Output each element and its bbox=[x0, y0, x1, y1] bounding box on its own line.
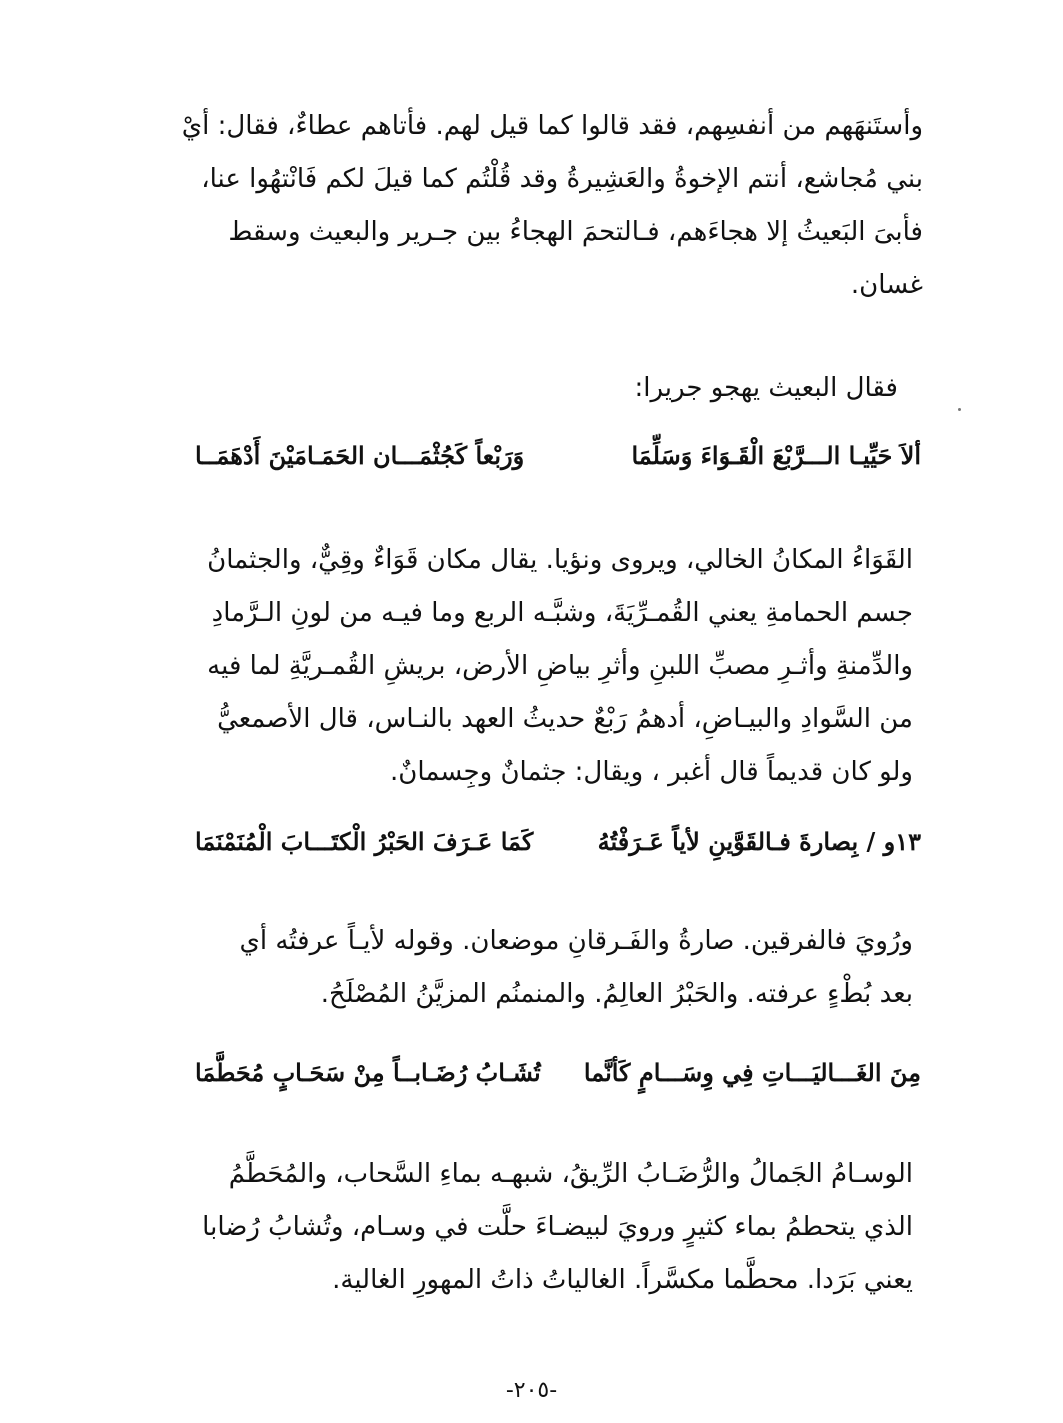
verse-second-hemistich: كَمَا عَـرَفَ الحَبْرُ الْكتَـــابَ الْمُنَمْنَمَا bbox=[195, 827, 534, 856]
poem-verse-3 bbox=[195, 1053, 921, 1093]
text-line: وأستَنهَهم من أنفسِهم، فقد قالوا كما قيل لهم. فأتاهم عطاءٌ، فقال: أيْ bbox=[181, 111, 923, 141]
text-line: الذي يتحطمُ بماء كثيرٍ ورويَ لبيضـاءَ حلَّت في وسـام، وتُشابُ رُضابا bbox=[202, 1212, 913, 1242]
text-line: ولو كان قديماً قال أغبر ، ويقال: جثمانٌ وجِسمانٌ. bbox=[390, 757, 913, 787]
verse-first-hemistich: مِنَ الغَـــاليَـــاتِ فِي وِسَـــامٍ كَأنَّما bbox=[583, 1058, 921, 1087]
text-line: يعني بَرَدا. محطَّما مكسَّراً. الغالياتُ ذاتُ المهورِ الغالية. bbox=[332, 1265, 913, 1295]
intro-paragraph bbox=[181, 100, 923, 312]
text-line: والدِّمنةِ وأثـرِ مصبِّ اللبنِ وأثرِ بياضِ الأرض، بريشِ القُمـريَّةِ لما فيه bbox=[207, 651, 913, 681]
verse-first-hemistich: ١٣و / بِصارةَ فـالقَوَّينِ لأياً عَـرَفْتُهُ bbox=[597, 827, 921, 856]
verse-second-hemistich: تُشَـابُ رُضَـابــاً مِنْ سَحَـابٍ مُحَطَّمَا bbox=[195, 1058, 541, 1087]
text-line: بني مُجاشع، أنتم الإخوةُ والعَشِيرةُ وقد قُلْتُم كما قيلَ لكم فَانْتهُوا عنا، bbox=[201, 164, 923, 194]
text-line: غسان. bbox=[850, 270, 923, 300]
text-line: بعد بُطْءٍ عرفته. والحَبْرُ العالِمُ. والمنمنُم المزيَّنُ المُصْلَحُ. bbox=[320, 979, 913, 1009]
commentary-paragraph-3 bbox=[193, 1148, 913, 1307]
commentary-paragraph-1 bbox=[193, 534, 913, 799]
page-number: -٢٠٥- bbox=[505, 1378, 558, 1403]
text-line: الوسـامُ الجَمالُ والرُّضَـابُ الرِّيقُ، شبهـه بماءِ السَّحاب، والمُحَطَّمُ bbox=[228, 1159, 913, 1189]
text-line: جسم الحمامةِ يعني القُمـرِّيَةَ، وشبَّـه الربع وما فيـه من لونِ الـرَّمادِ bbox=[211, 598, 913, 628]
poem-verse-1 bbox=[195, 436, 921, 476]
poem-intro bbox=[193, 362, 898, 415]
verse-first-hemistich: ألاَ حَيِّيـا الـــرَّبْعَ الْقَـوَاءَ وَسَلِّمَا bbox=[631, 441, 921, 470]
text-line: من السَّوادِ والبيـاضِ، أدهمُ رَبْعٌ حديثُ العهد بالنـاس، قال الأصمعيُّ bbox=[217, 704, 913, 734]
poem-verse-2 bbox=[195, 822, 921, 862]
text-line: ورُويَ فالفرقين. صارةُ والفَـرقانِ موضعان. وقوله لأيـاً عرفتُه أي bbox=[239, 926, 913, 956]
verse-second-hemistich: وَرَبْعاً كَجُثْمَـــان الحَمَـامَيْنَ أَدْهَمَــا bbox=[195, 441, 525, 470]
margin-dot bbox=[958, 408, 961, 411]
text-line: فقال البعيث يهجو جريرا: bbox=[634, 373, 898, 403]
commentary-paragraph-2 bbox=[193, 915, 913, 1021]
text-line: القَوَاءُ المكانُ الخالي، ويروى ونؤيا. يقال مكان قَوَاءٌ وقِيٌّ، والجثمانُ bbox=[207, 545, 913, 575]
text-line: فأبىَ البَعيثُ إلا هجاءَهم، فـالتحمَ الهجاءُ بين جـرير والبعيث وسقط bbox=[228, 217, 923, 247]
